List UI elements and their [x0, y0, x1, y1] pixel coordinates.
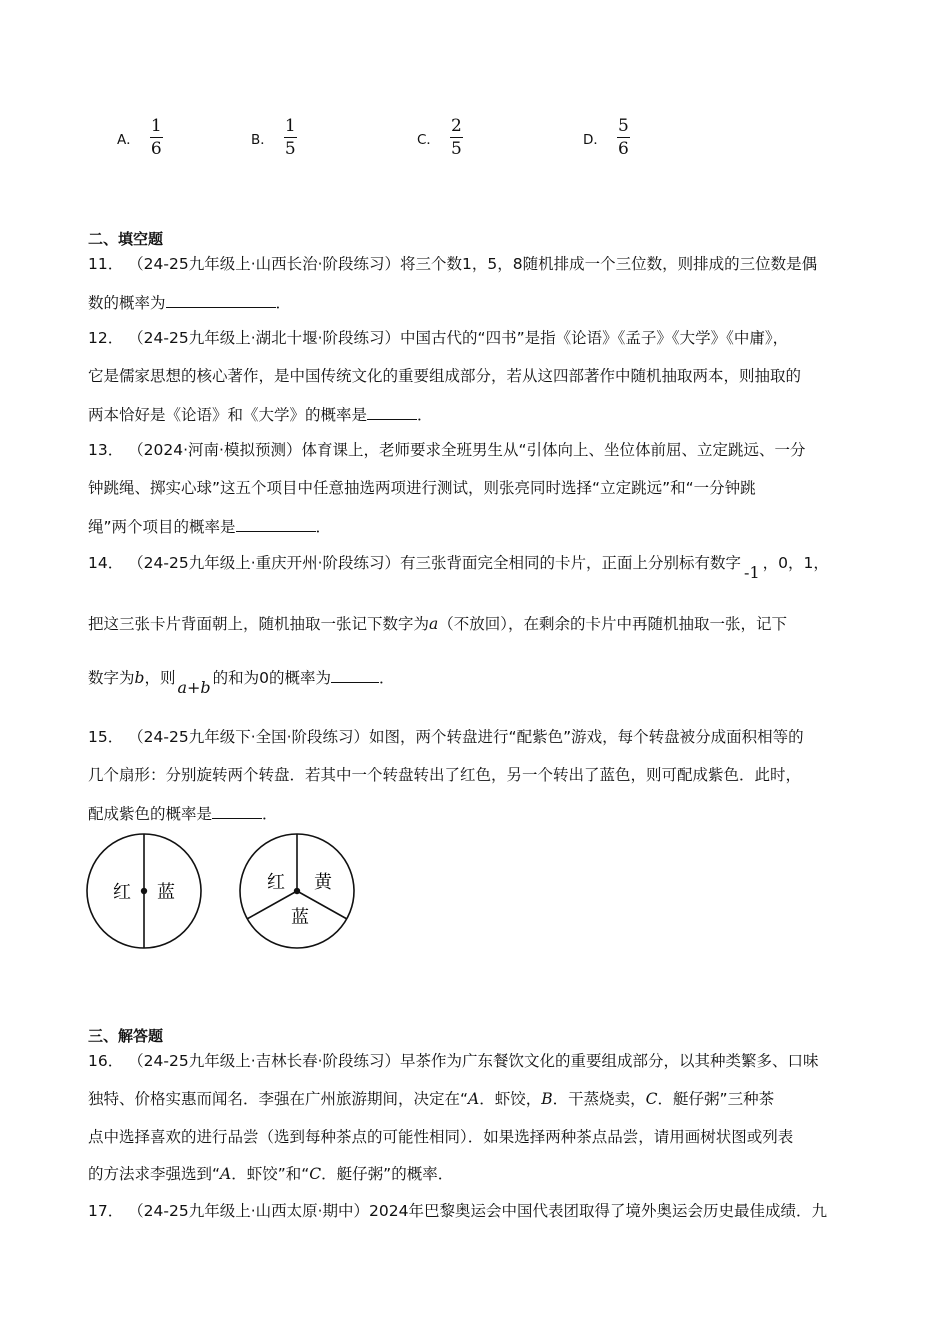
q11-line1: 11． （24-25九年级上·山西长治·阶段练习）将三个数1，5，8随机排成一个三位数，则排成的三位数是偶 — [88, 255, 818, 273]
section-title-solve: 三、解答题 — [88, 1027, 164, 1045]
section-title-fill-blank: 二、填空题 — [88, 230, 164, 248]
q14-line2 — [88, 614, 787, 634]
option-d-fraction — [617, 116, 630, 159]
q13-line1: 13． （2024·河南·模拟预测）体育课上，老师要求全班男生从“引体向上、坐位体前屈、立定跳远、一分 — [88, 441, 806, 459]
q16-option-c-text: ．艇仔粥”三种茶 — [657, 1090, 775, 1108]
q14-math-a-plus-b: a+b — [177, 678, 211, 697]
q11-line2-text: 数的概率为 — [88, 294, 166, 312]
q13-line2: 钟跳绳、掷实心球”这五个项目中任意抽选两项进行测试，则张亮同时选择“立定跳远”和“一分钟跳 — [88, 479, 756, 497]
q11-answer-blank[interactable] — [166, 292, 276, 308]
option-c-numerator: 2 — [451, 116, 462, 136]
q12-line3-end: ． — [417, 406, 433, 424]
q16-option-a-letter: A — [468, 1090, 480, 1108]
q12-answer-blank[interactable] — [367, 404, 417, 420]
q16-option-a-text: ．虾饺， — [479, 1090, 542, 1108]
option-a-label: A． — [117, 131, 140, 148]
q14-line3 — [88, 667, 395, 697]
option-b-label: B． — [251, 131, 274, 148]
q14-var-b: b — [134, 669, 145, 687]
q14-math-neg-one: -1 — [744, 563, 760, 582]
spinner-1-right-label: 蓝 — [157, 882, 175, 903]
q14-line1 — [88, 553, 829, 582]
option-b-numerator: 1 — [284, 116, 296, 136]
q12-line1: 12． （24-25九年级上·湖北十堰·阶段练习）中国古代的“四书”是指《论语》《孟子》《大学》《中庸》， — [88, 329, 789, 347]
option-b-denominator: 5 — [284, 139, 296, 159]
option-c-label: C． — [417, 131, 440, 148]
q15-answer-blank[interactable] — [212, 803, 262, 819]
q17-line1: 17． （24-25九年级上·山西太原·期中）2024年巴黎奥运会中国代表团取得了境外奥运会历史最佳成绩．九 — [88, 1202, 827, 1220]
q11-line2-end: ． — [275, 294, 292, 312]
q16-line4 — [88, 1164, 453, 1184]
q16-line1: 16． （24-25九年级上·吉林长春·阶段练习）早茶作为广东餐饮文化的重要组成部分，以其种类繁多、口味 — [88, 1052, 819, 1070]
option-a[interactable] — [117, 116, 163, 159]
q15-line2: 几个扇形：分别旋转两个转盘．若其中一个转盘转出了红色，另一个转出了蓝色，则可配成紫色．此时， — [88, 766, 802, 784]
q14-line1-end: ，0，1， — [762, 554, 829, 572]
spinner-1-left-label: 红 — [113, 882, 131, 903]
option-a-fraction — [150, 116, 163, 159]
q14-line3-mid: 的和为0的概率为 — [212, 669, 332, 687]
q12-line3-text: 两本恰好是《论语》和《大学》的概率是 — [88, 406, 368, 424]
q16-line4-end: ．艇仔粥”的概率． — [321, 1165, 454, 1183]
q16-line2 — [88, 1089, 774, 1109]
q14-var-a: a — [429, 615, 439, 633]
q14-line3-text: 数字为 — [88, 669, 135, 687]
option-a-numerator: 1 — [150, 116, 162, 136]
q13-line3-text: 绳”两个项目的概率是 — [88, 518, 236, 536]
q13-line3-end: ． — [315, 518, 332, 536]
option-c[interactable] — [417, 116, 463, 159]
option-b-fraction — [284, 116, 297, 159]
option-d-numerator: 5 — [617, 116, 629, 136]
q16-option-b-text: ．干蒸烧卖， — [552, 1090, 646, 1108]
q15-line3-end: ． — [262, 805, 278, 823]
option-c-denominator: 5 — [451, 139, 462, 159]
q11-line2 — [88, 292, 291, 313]
q16-line3: 点中选择喜欢的进行品尝（选到每种茶点的可能性相同）．如果选择两种茶点品尝，请用画树状图或列表 — [88, 1128, 794, 1146]
q14-answer-blank[interactable] — [331, 667, 379, 683]
option-d[interactable] — [583, 116, 630, 159]
q14-line3-end: ． — [379, 669, 395, 687]
q13-answer-blank[interactable] — [236, 516, 316, 532]
q15-line3 — [88, 803, 278, 824]
spinner-2-top-left-label: 红 — [267, 872, 285, 893]
option-b[interactable] — [251, 116, 297, 159]
q14-line3-then: ，则 — [144, 669, 176, 687]
q13-line3 — [88, 516, 331, 537]
q15-line3-text: 配成紫色的概率是 — [88, 805, 213, 823]
spinner-figure — [80, 830, 370, 960]
spinner-1 — [87, 834, 201, 948]
q16-line4-letter-a: A — [220, 1165, 232, 1183]
q16-option-c-letter: C — [645, 1090, 658, 1108]
q12-line3 — [88, 404, 433, 425]
option-c-fraction — [450, 116, 463, 159]
q16-line4-text: 的方法求李强选到“ — [88, 1165, 221, 1183]
q16-line4-letter-c: C — [309, 1165, 322, 1183]
spinner-2-top-right-label: 黄 — [314, 872, 332, 893]
q15-line1: 15． （24-25九年级下·全国·阶段练习）如图，两个转盘进行“配紫色”游戏，每个转盘被分成面积相等的 — [88, 728, 804, 746]
q12-line2: 它是儒家思想的核心著作，是中国传统文化的重要组成部分，若从这四部著作中随机抽取两本，则抽取的 — [88, 367, 802, 385]
q16-line4-mid: ．虾饺”和“ — [231, 1165, 310, 1183]
spinner-2 — [240, 834, 354, 948]
q14-line2-end: （不放回），在剩余的卡片中再随机抽取一张，记下 — [438, 615, 788, 633]
spinner-2-bottom-label: 蓝 — [291, 907, 309, 928]
q14-line1-text: 14． （24-25九年级上·重庆开州·阶段练习）有三张背面完全相同的卡片，正面上分别标有数字 — [88, 554, 742, 572]
q16-line2-text: 独特、价格实惠而闻名．李强在广州旅游期间，决定在“ — [88, 1090, 469, 1108]
q16-option-b-letter: B — [541, 1090, 553, 1108]
option-d-denominator: 6 — [617, 139, 629, 159]
option-a-denominator: 6 — [150, 139, 162, 159]
q14-line2-text: 把这三张卡片背面朝上，随机抽取一张记下数字为 — [88, 615, 430, 633]
option-d-label: D． — [583, 131, 607, 148]
